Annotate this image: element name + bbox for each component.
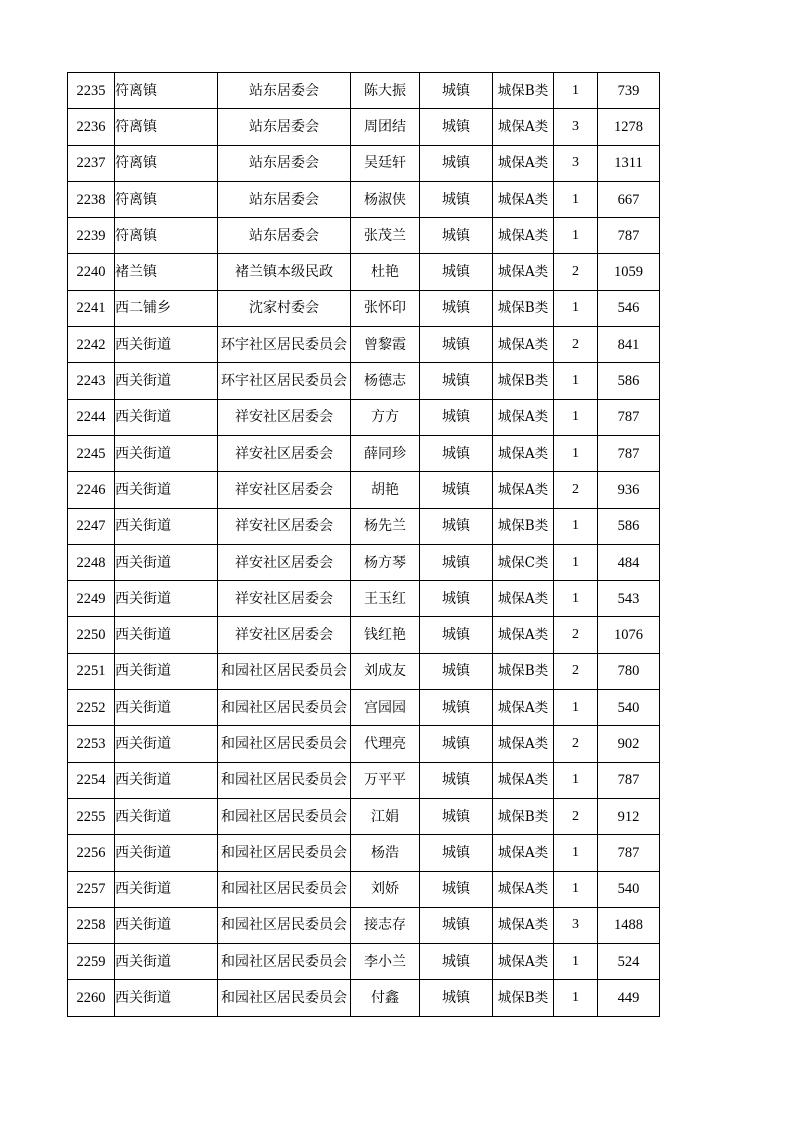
amount-cell: 1059: [598, 254, 660, 290]
township-cell: 西关街道: [115, 871, 218, 907]
recipient-name-cell: 杜艳: [351, 254, 420, 290]
household-type-cell: 城镇: [420, 726, 493, 762]
person-count-cell: 1: [554, 181, 598, 217]
person-count-cell: 1: [554, 290, 598, 326]
township-cell: 西关街道: [115, 944, 218, 980]
aid-category-cell: 城保A类: [493, 907, 554, 943]
row-number-cell: 2245: [68, 435, 115, 471]
recipient-name-cell: 周团结: [351, 109, 420, 145]
committee-cell: 祥安社区居委会: [218, 581, 351, 617]
row-number-cell: 2239: [68, 218, 115, 254]
table-body: [68, 73, 660, 1017]
table-row: [68, 145, 660, 181]
township-cell: 西关街道: [115, 472, 218, 508]
aid-category-cell: 城保B类: [493, 363, 554, 399]
township-cell: 西关街道: [115, 617, 218, 653]
recipient-name-cell: 刘娇: [351, 871, 420, 907]
committee-cell: 祥安社区居委会: [218, 508, 351, 544]
township-cell: 西关街道: [115, 544, 218, 580]
township-cell: 符离镇: [115, 181, 218, 217]
row-number-cell: 2256: [68, 835, 115, 871]
committee-cell: 和园社区居民委员会: [218, 690, 351, 726]
amount-cell: 787: [598, 762, 660, 798]
aid-category-cell: 城保A类: [493, 472, 554, 508]
row-number-cell: 2258: [68, 907, 115, 943]
household-type-cell: 城镇: [420, 653, 493, 689]
household-type-cell: 城镇: [420, 944, 493, 980]
row-number-cell: 2249: [68, 581, 115, 617]
aid-category-cell: 城保A类: [493, 871, 554, 907]
committee-cell: 和园社区居民委员会: [218, 944, 351, 980]
aid-category-cell: 城保A类: [493, 835, 554, 871]
recipient-name-cell: 杨先兰: [351, 508, 420, 544]
amount-cell: 1278: [598, 109, 660, 145]
person-count-cell: 2: [554, 617, 598, 653]
amount-cell: 912: [598, 798, 660, 834]
row-number-cell: 2250: [68, 617, 115, 653]
aid-category-cell: 城保A类: [493, 581, 554, 617]
table-row: [68, 399, 660, 435]
row-number-cell: 2238: [68, 181, 115, 217]
person-count-cell: 2: [554, 472, 598, 508]
aid-category-cell: 城保B类: [493, 980, 554, 1016]
township-cell: 西关街道: [115, 399, 218, 435]
row-number-cell: 2240: [68, 254, 115, 290]
committee-cell: 环宇社区居民委员会: [218, 363, 351, 399]
recipient-name-cell: 刘成友: [351, 653, 420, 689]
table-row: [68, 907, 660, 943]
committee-cell: 祥安社区居委会: [218, 399, 351, 435]
household-type-cell: 城镇: [420, 327, 493, 363]
aid-category-cell: 城保A类: [493, 435, 554, 471]
household-type-cell: 城镇: [420, 762, 493, 798]
amount-cell: 787: [598, 218, 660, 254]
recipient-name-cell: 吴廷轩: [351, 145, 420, 181]
person-count-cell: 1: [554, 363, 598, 399]
row-number-cell: 2236: [68, 109, 115, 145]
table-row: [68, 544, 660, 580]
recipient-name-cell: 付鑫: [351, 980, 420, 1016]
recipient-name-cell: 代理亮: [351, 726, 420, 762]
row-number-cell: 2254: [68, 762, 115, 798]
township-cell: 西关街道: [115, 980, 218, 1016]
committee-cell: 和园社区居民委员会: [218, 798, 351, 834]
committee-cell: 祥安社区居委会: [218, 435, 351, 471]
recipient-name-cell: 曾黎霞: [351, 327, 420, 363]
amount-cell: 540: [598, 690, 660, 726]
amount-cell: 1076: [598, 617, 660, 653]
household-type-cell: 城镇: [420, 109, 493, 145]
amount-cell: 546: [598, 290, 660, 326]
person-count-cell: 1: [554, 544, 598, 580]
person-count-cell: 1: [554, 690, 598, 726]
household-type-cell: 城镇: [420, 181, 493, 217]
household-type-cell: 城镇: [420, 617, 493, 653]
committee-cell: 祥安社区居委会: [218, 472, 351, 508]
table-row: [68, 581, 660, 617]
person-count-cell: 1: [554, 399, 598, 435]
row-number-cell: 2253: [68, 726, 115, 762]
township-cell: 西关街道: [115, 363, 218, 399]
township-cell: 符离镇: [115, 73, 218, 109]
amount-cell: 787: [598, 835, 660, 871]
committee-cell: 和园社区居民委员会: [218, 762, 351, 798]
person-count-cell: 1: [554, 871, 598, 907]
amount-cell: 540: [598, 871, 660, 907]
person-count-cell: 3: [554, 109, 598, 145]
row-number-cell: 2242: [68, 327, 115, 363]
row-number-cell: 2243: [68, 363, 115, 399]
committee-cell: 和园社区居民委员会: [218, 653, 351, 689]
household-type-cell: 城镇: [420, 435, 493, 471]
aid-category-cell: 城保A类: [493, 254, 554, 290]
aid-category-cell: 城保A类: [493, 218, 554, 254]
aid-category-cell: 城保A类: [493, 109, 554, 145]
table-row: [68, 871, 660, 907]
table-row: [68, 798, 660, 834]
household-type-cell: 城镇: [420, 218, 493, 254]
amount-cell: 586: [598, 508, 660, 544]
aid-category-cell: 城保B类: [493, 290, 554, 326]
row-number-cell: 2244: [68, 399, 115, 435]
recipient-name-cell: 张怀印: [351, 290, 420, 326]
person-count-cell: 1: [554, 73, 598, 109]
table-row: [68, 508, 660, 544]
household-type-cell: 城镇: [420, 581, 493, 617]
row-number-cell: 2255: [68, 798, 115, 834]
household-type-cell: 城镇: [420, 907, 493, 943]
person-count-cell: 2: [554, 653, 598, 689]
recipient-name-cell: 陈大振: [351, 73, 420, 109]
table-row: [68, 835, 660, 871]
row-number-cell: 2259: [68, 944, 115, 980]
aid-category-cell: 城保A类: [493, 145, 554, 181]
table-row: [68, 762, 660, 798]
recipient-name-cell: 钱红艳: [351, 617, 420, 653]
household-type-cell: 城镇: [420, 798, 493, 834]
row-number-cell: 2252: [68, 690, 115, 726]
township-cell: 西二铺乡: [115, 290, 218, 326]
amount-cell: 841: [598, 327, 660, 363]
township-cell: 西关街道: [115, 690, 218, 726]
recipient-name-cell: 杨浩: [351, 835, 420, 871]
township-cell: 西关街道: [115, 435, 218, 471]
recipient-name-cell: 宫园园: [351, 690, 420, 726]
row-number-cell: 2260: [68, 980, 115, 1016]
committee-cell: 站东居委会: [218, 181, 351, 217]
committee-cell: 站东居委会: [218, 109, 351, 145]
committee-cell: 站东居委会: [218, 145, 351, 181]
table-row: [68, 653, 660, 689]
amount-cell: 543: [598, 581, 660, 617]
row-number-cell: 2237: [68, 145, 115, 181]
committee-cell: 站东居委会: [218, 73, 351, 109]
relief-recipient-table: [67, 72, 660, 1017]
amount-cell: 780: [598, 653, 660, 689]
row-number-cell: 2251: [68, 653, 115, 689]
person-count-cell: 2: [554, 327, 598, 363]
person-count-cell: 1: [554, 944, 598, 980]
aid-category-cell: 城保B类: [493, 508, 554, 544]
aid-category-cell: 城保A类: [493, 327, 554, 363]
recipient-name-cell: 杨方琴: [351, 544, 420, 580]
amount-cell: 449: [598, 980, 660, 1016]
recipient-name-cell: 胡艳: [351, 472, 420, 508]
household-type-cell: 城镇: [420, 871, 493, 907]
person-count-cell: 2: [554, 254, 598, 290]
recipient-name-cell: 杨淑侠: [351, 181, 420, 217]
table-row: [68, 327, 660, 363]
township-cell: 西关街道: [115, 327, 218, 363]
person-count-cell: 1: [554, 980, 598, 1016]
aid-category-cell: 城保A类: [493, 762, 554, 798]
table-row: [68, 363, 660, 399]
person-count-cell: 2: [554, 726, 598, 762]
table-row: [68, 726, 660, 762]
household-type-cell: 城镇: [420, 472, 493, 508]
amount-cell: 586: [598, 363, 660, 399]
aid-category-cell: 城保A类: [493, 181, 554, 217]
township-cell: 符离镇: [115, 109, 218, 145]
township-cell: 西关街道: [115, 762, 218, 798]
person-count-cell: 2: [554, 798, 598, 834]
amount-cell: 936: [598, 472, 660, 508]
township-cell: 西关街道: [115, 653, 218, 689]
aid-category-cell: 城保A类: [493, 617, 554, 653]
person-count-cell: 3: [554, 907, 598, 943]
recipient-name-cell: 方方: [351, 399, 420, 435]
township-cell: 褚兰镇: [115, 254, 218, 290]
township-cell: 西关街道: [115, 581, 218, 617]
amount-cell: 1488: [598, 907, 660, 943]
committee-cell: 祥安社区居委会: [218, 617, 351, 653]
person-count-cell: 1: [554, 508, 598, 544]
township-cell: 西关街道: [115, 907, 218, 943]
table-row: [68, 690, 660, 726]
table-row: [68, 218, 660, 254]
table-row: [68, 472, 660, 508]
table-row: [68, 617, 660, 653]
row-number-cell: 2246: [68, 472, 115, 508]
household-type-cell: 城镇: [420, 690, 493, 726]
row-number-cell: 2247: [68, 508, 115, 544]
amount-cell: 667: [598, 181, 660, 217]
amount-cell: 787: [598, 435, 660, 471]
committee-cell: 环宇社区居民委员会: [218, 327, 351, 363]
township-cell: 西关街道: [115, 798, 218, 834]
table-row: [68, 435, 660, 471]
household-type-cell: 城镇: [420, 980, 493, 1016]
household-type-cell: 城镇: [420, 145, 493, 181]
person-count-cell: 1: [554, 435, 598, 471]
table-row: [68, 980, 660, 1016]
table-row: [68, 181, 660, 217]
amount-cell: 787: [598, 399, 660, 435]
recipient-name-cell: 接志存: [351, 907, 420, 943]
household-type-cell: 城镇: [420, 290, 493, 326]
person-count-cell: 1: [554, 218, 598, 254]
recipient-name-cell: 江娟: [351, 798, 420, 834]
household-type-cell: 城镇: [420, 399, 493, 435]
committee-cell: 祥安社区居委会: [218, 544, 351, 580]
amount-cell: 484: [598, 544, 660, 580]
person-count-cell: 1: [554, 762, 598, 798]
committee-cell: 和园社区居民委员会: [218, 835, 351, 871]
amount-cell: 902: [598, 726, 660, 762]
household-type-cell: 城镇: [420, 254, 493, 290]
aid-category-cell: 城保B类: [493, 798, 554, 834]
person-count-cell: 1: [554, 835, 598, 871]
township-cell: 西关街道: [115, 835, 218, 871]
row-number-cell: 2248: [68, 544, 115, 580]
recipient-name-cell: 李小兰: [351, 944, 420, 980]
table-row: [68, 290, 660, 326]
committee-cell: 和园社区居民委员会: [218, 871, 351, 907]
township-cell: 符离镇: [115, 218, 218, 254]
recipient-name-cell: 王玉红: [351, 581, 420, 617]
amount-cell: 1311: [598, 145, 660, 181]
recipient-name-cell: 张茂兰: [351, 218, 420, 254]
household-type-cell: 城镇: [420, 508, 493, 544]
committee-cell: 褚兰镇本级民政: [218, 254, 351, 290]
row-number-cell: 2241: [68, 290, 115, 326]
table-row: [68, 254, 660, 290]
household-type-cell: 城镇: [420, 544, 493, 580]
aid-category-cell: 城保A类: [493, 399, 554, 435]
row-number-cell: 2235: [68, 73, 115, 109]
amount-cell: 524: [598, 944, 660, 980]
recipient-name-cell: 万平平: [351, 762, 420, 798]
household-type-cell: 城镇: [420, 73, 493, 109]
committee-cell: 和园社区居民委员会: [218, 980, 351, 1016]
table-row: [68, 73, 660, 109]
committee-cell: 沈家村委会: [218, 290, 351, 326]
aid-category-cell: 城保B类: [493, 73, 554, 109]
row-number-cell: 2257: [68, 871, 115, 907]
recipient-name-cell: 薛同珍: [351, 435, 420, 471]
person-count-cell: 3: [554, 145, 598, 181]
aid-category-cell: 城保A类: [493, 690, 554, 726]
table-row: [68, 944, 660, 980]
aid-category-cell: 城保A类: [493, 944, 554, 980]
aid-category-cell: 城保C类: [493, 544, 554, 580]
aid-category-cell: 城保B类: [493, 653, 554, 689]
amount-cell: 739: [598, 73, 660, 109]
household-type-cell: 城镇: [420, 363, 493, 399]
committee-cell: 和园社区居民委员会: [218, 907, 351, 943]
township-cell: 西关街道: [115, 508, 218, 544]
township-cell: 符离镇: [115, 145, 218, 181]
township-cell: 西关街道: [115, 726, 218, 762]
person-count-cell: 1: [554, 581, 598, 617]
committee-cell: 站东居委会: [218, 218, 351, 254]
aid-category-cell: 城保A类: [493, 726, 554, 762]
recipient-name-cell: 杨德志: [351, 363, 420, 399]
table-row: [68, 109, 660, 145]
committee-cell: 和园社区居民委员会: [218, 726, 351, 762]
household-type-cell: 城镇: [420, 835, 493, 871]
